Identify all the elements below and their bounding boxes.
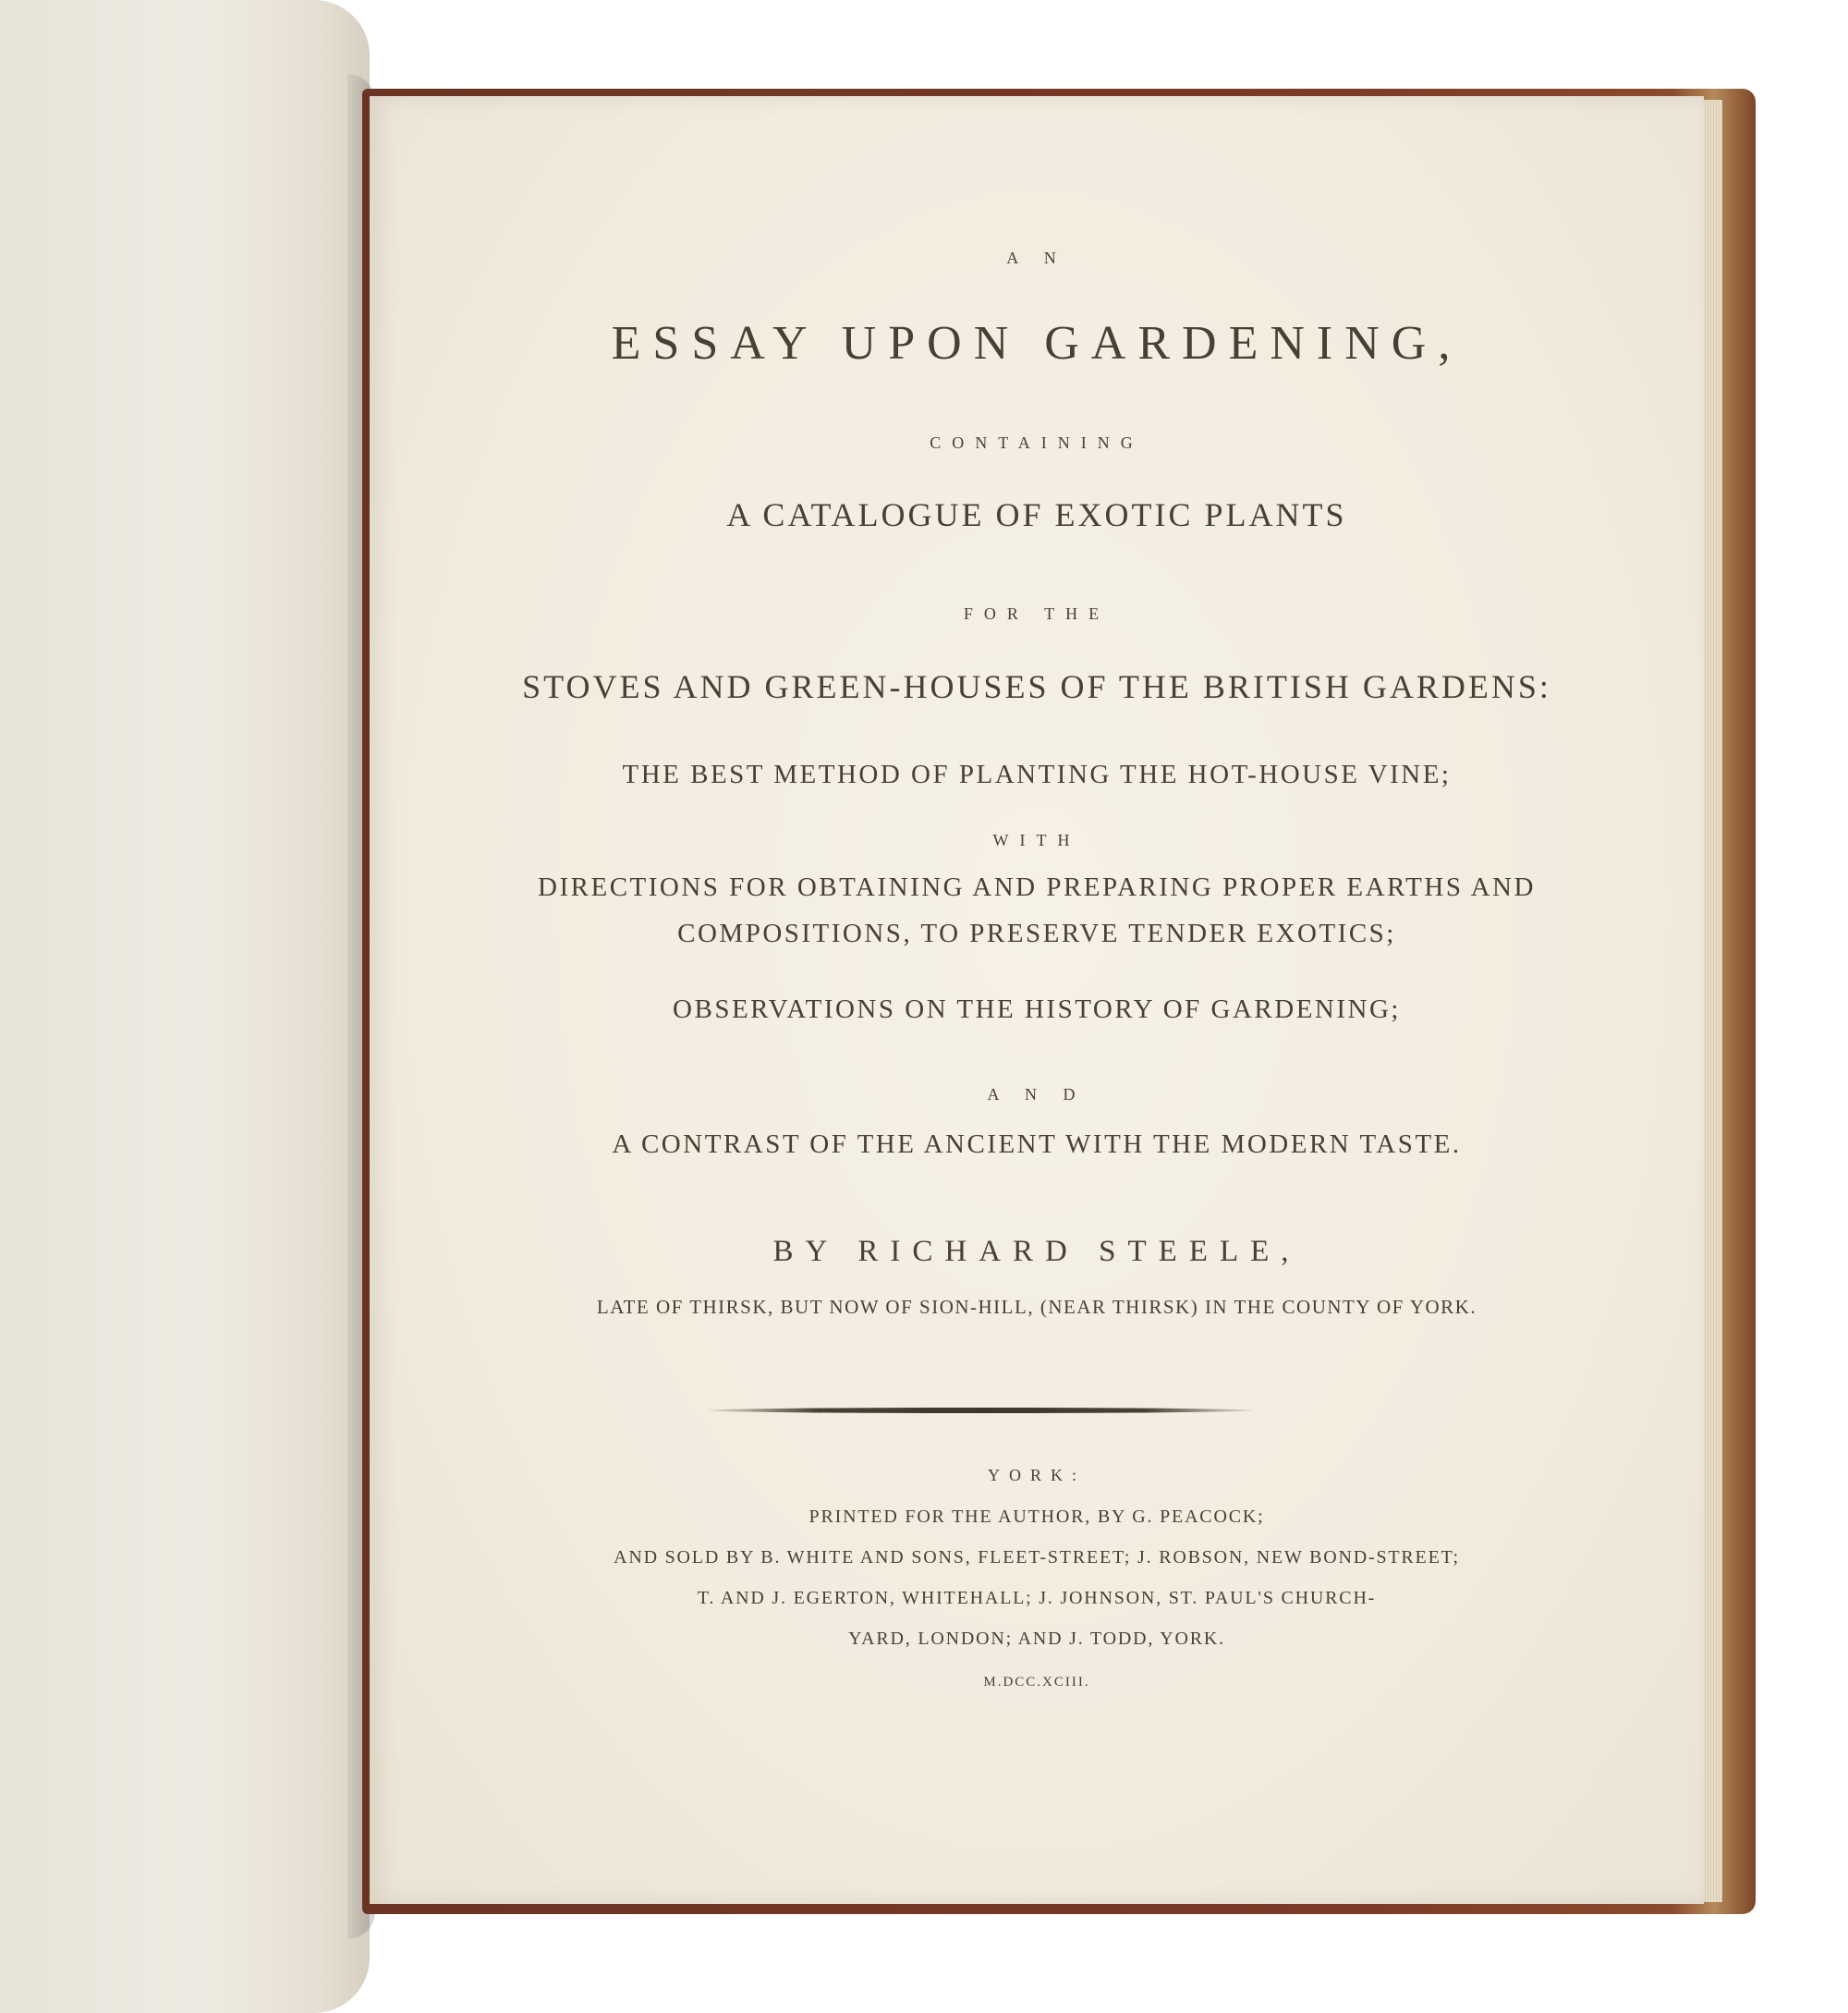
observations-line: OBSERVATIONS ON THE HISTORY OF GARDENING; [673,994,1401,1024]
contrast-line: A CONTRAST OF THE ANCIENT WITH THE MODERN TASTE. [612,1129,1462,1159]
ornamental-rule [708,1408,1253,1413]
title-for-the: FOR THE [963,604,1111,623]
directions-line-1: DIRECTIONS FOR OBTAINING AND PREPARING PROPER EARTHS AND [538,872,1536,902]
left-page [0,0,370,2013]
title-with: WITH [992,831,1081,849]
imprint-date: M.DCC.XCIII. [983,1675,1090,1690]
main-title: ESSAY UPON GARDENING, [611,317,1463,370]
imprint-line-2: AND SOLD BY B. WHITE AND SONS, FLEET-STREET; J. ROBSON, NEW BOND-STREET; [614,1547,1460,1568]
best-method-line: THE BEST METHOD OF PLANTING THE HOT-HOUSE VINE; [622,760,1452,789]
imprint-line-1: PRINTED FOR THE AUTHOR, BY G. PEACOCK; [808,1507,1265,1527]
stoves-line: STOVES AND GREEN-HOUSES OF THE BRITISH GARDENS: [522,668,1551,705]
imprint-place: YORK: [987,1466,1086,1484]
directions-line-2: COMPOSITIONS, TO PRESERVE TENDER EXOTICS; [677,919,1396,948]
title-page [370,96,1704,1904]
imprint-line-3: T. AND J. EGERTON, WHITEHALL; J. JOHNSON, ST. PAUL'S CHURCH- [697,1588,1377,1608]
title-and: A N D [987,1085,1087,1104]
imprint-line-4: YARD, LONDON; AND J. TODD, YORK. [848,1629,1225,1649]
title-containing: CONTAINING [930,433,1144,452]
title-an: A N [1006,249,1067,267]
catalogue-line: A CATALOGUE OF EXOTIC PLANTS [726,496,1347,533]
author-line: BY RICHARD STEELE, [772,1235,1301,1268]
author-detail: LATE OF THIRSK, BUT NOW OF SION-HILL, (NEAR THIRSK) IN THE COUNTY OF YORK. [596,1296,1477,1318]
